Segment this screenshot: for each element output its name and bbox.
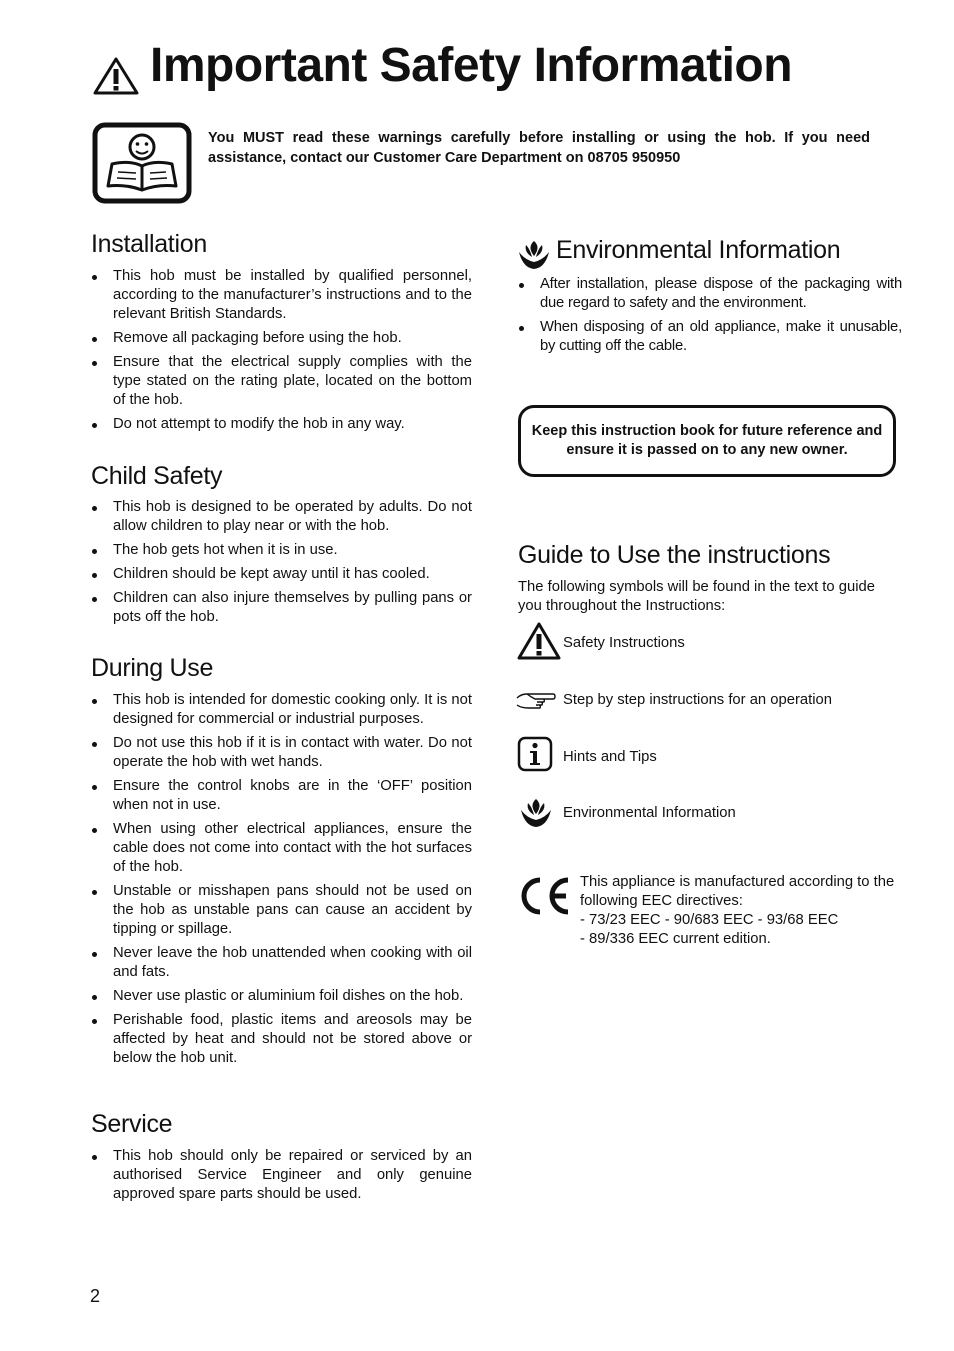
keep-book-note (518, 405, 896, 477)
list-item: Children should be kept away until it has cooled. (91, 565, 472, 584)
page-number: 2 (90, 1286, 101, 1306)
during-use-list (91, 691, 472, 1073)
list-item: Ensure that the electrical supply complies with the type stated on the rating plate, located on the bottom of the hob. (91, 353, 472, 410)
list-item: After installation, please dispose of the packaging with due regard to safety and the environment. (518, 275, 902, 313)
environmental-heading: Environmental Information (556, 236, 841, 264)
symbol-label-step: Step by step instructions for an operation (563, 692, 832, 708)
intro-text: You MUST read these warnings carefully before installing or using the hob. If you need assistance, contact our Customer Care Department on 08705 950950 (208, 130, 870, 166)
warning-triangle-icon (516, 621, 562, 661)
installation-heading: Installation (91, 230, 207, 258)
ce-directives-text (580, 873, 910, 949)
service-heading: Service (91, 1110, 173, 1138)
child-safety-list (91, 498, 472, 632)
list-item: Unstable or misshapen pans should not be used on the hob as unstable pans can cause an accident by tipping or spillage. (91, 882, 472, 939)
child-safety-heading: Child Safety (91, 462, 223, 490)
symbol-label-hints: Hints and Tips (563, 749, 657, 765)
guide-intro: The following symbols will be found in the text to guide you throughout the Instructions: (518, 579, 875, 614)
keep-book-note-text: Keep this instruction book for future reference and ensure it is passed on to any new owner. (531, 423, 883, 458)
guide-heading: Guide to Use the instructions (518, 541, 831, 569)
page-title: Important Safety Information (150, 39, 793, 92)
list-item: When using other electrical appliances, ensure the cable does not come into contact with the hot surfaces of the hob. (91, 820, 472, 877)
service-list (91, 1147, 472, 1209)
list-item: Never use plastic or aluminium foil dishes on the hob. (91, 987, 472, 1006)
list-item: Children can also injure themselves by pulling pans or pots off the hob. (91, 589, 472, 627)
environmental-list (518, 275, 902, 361)
list-item: Remove all packaging before using the hob. (91, 329, 472, 348)
list-item: Never leave the hob unattended when cooking with oil and fats. (91, 944, 472, 982)
list-item: This hob is designed to be operated by adults. Do not allow children to play near or with the hob. (91, 498, 472, 536)
list-item: Perishable food, plastic items and areosols may be affected by heat and should not be stored above or below the hob unit. (91, 1011, 472, 1068)
list-item: Do not attempt to modify the hob in any way. (91, 415, 472, 434)
symbol-label-safety: Safety Instructions (563, 635, 685, 651)
ce-line-2: - 73/23 EEC - 90/683 EEC - 93/68 EEC (580, 912, 839, 928)
ce-line-1: This appliance is manufactured according to the following EEC directives: (580, 874, 895, 909)
list-item: Ensure the control knobs are in the ‘OFF’ position when not in use. (91, 777, 472, 815)
read-manual-icon (92, 122, 192, 204)
list-item: When disposing of an old appliance, make it unusable, by cutting off the cable. (518, 318, 902, 356)
ce-line-3: - 89/336 EEC current edition. (580, 931, 771, 947)
installation-list (91, 267, 472, 439)
pointing-hand-icon (515, 690, 557, 712)
during-use-heading: During Use (91, 654, 214, 682)
warning-triangle-icon (92, 56, 140, 96)
ce-mark-icon (518, 875, 574, 917)
environment-leaf-icon (518, 796, 554, 830)
list-item: This hob should only be repaired or serviced by an authorised Service Engineer and only genuine approved spare parts should be used. (91, 1147, 472, 1204)
symbol-label-environmental: Environmental Information (563, 805, 736, 821)
info-icon (517, 736, 553, 772)
list-item: Do not use this hob if it is in contact with water. Do not operate the hob with wet hands. (91, 734, 472, 772)
list-item: This hob must be installed by qualified personnel, according to the manufacturer’s instructions and to the relevant British Standards. (91, 267, 472, 324)
environment-leaf-icon (517, 238, 551, 272)
list-item: The hob gets hot when it is in use. (91, 541, 472, 560)
list-item: This hob is intended for domestic cooking only. It is not designed for commercial or industrial purposes. (91, 691, 472, 729)
